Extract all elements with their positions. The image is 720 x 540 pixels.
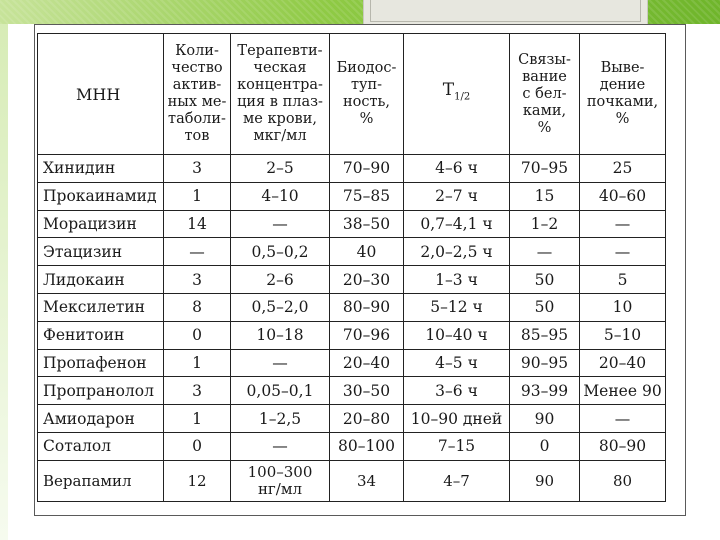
table-row [38, 321, 666, 349]
header-line: с бел- [522, 85, 567, 102]
drug-table [37, 33, 666, 502]
header-line: Выве- [600, 60, 645, 76]
half-life-cell: 4–5 ч [404, 349, 510, 377]
header-line: чество [171, 60, 223, 76]
bioavailability-cell: 38–50 [330, 210, 404, 238]
header-protein-binding [510, 34, 580, 155]
header-line: мкг/мл [253, 128, 307, 144]
drug-name-cell: Лидокаин [38, 266, 164, 294]
header-line: ция в плаз- [237, 94, 323, 110]
header-line: ме крови, [243, 111, 317, 127]
table-row [38, 266, 666, 294]
protein-binding-cell: 93–99 [510, 377, 580, 405]
renal-excretion-cell: 10 [580, 293, 666, 321]
header-line: актив- [172, 77, 222, 93]
concentration-cell: — [231, 432, 330, 460]
concentration-cell: — [231, 210, 330, 238]
table-row [38, 405, 666, 433]
concentration-cell: 2–5 [231, 155, 330, 183]
half-life-cell: 2,0–2,5 ч [404, 238, 510, 266]
metabolites-cell: 0 [164, 321, 231, 349]
table-row [38, 377, 666, 405]
header-line: концентра- [237, 77, 323, 93]
header-line: ческая [253, 60, 307, 76]
half-life-cell: 1–3 ч [404, 266, 510, 294]
metabolites-cell: 3 [164, 377, 231, 405]
bioavailability-cell: 70–90 [330, 155, 404, 183]
header-line: Терапевти- [237, 43, 323, 59]
header-line: ками, [522, 102, 567, 119]
header-metabolites [164, 34, 231, 155]
metabolites-cell: 1 [164, 182, 231, 210]
concentration-cell: 0,05–0,1 [231, 377, 330, 405]
metabolites-cell: 1 [164, 405, 231, 433]
metabolites-cell: 3 [164, 155, 231, 183]
drug-name-cell: Этацизин [38, 238, 164, 266]
table-row [38, 238, 666, 266]
table-row [38, 210, 666, 238]
protein-binding-cell: 70–95 [510, 155, 580, 183]
header-line: дение [599, 77, 646, 93]
header-half-life-sub: 1/2 [454, 91, 471, 103]
table-row [38, 293, 666, 321]
header-concentration [231, 34, 330, 155]
renal-excretion-cell: 5 [580, 266, 666, 294]
header-line: Биодос- [336, 60, 397, 76]
concentration-cell [231, 460, 330, 501]
half-life-cell: 0,7–4,1 ч [404, 210, 510, 238]
drug-name-cell: Мексилетин [38, 293, 164, 321]
concentration-unit: нг/мл [257, 479, 303, 498]
protein-binding-cell: — [510, 238, 580, 266]
bioavailability-cell: 30–50 [330, 377, 404, 405]
half-life-cell: 5–12 ч [404, 293, 510, 321]
drug-name-cell: Фенитоин [38, 321, 164, 349]
renal-excretion-cell: 80 [580, 460, 666, 501]
drug-name-cell: Соталол [38, 432, 164, 460]
renal-excretion-cell: — [580, 210, 666, 238]
renal-excretion-cell: 5–10 [580, 321, 666, 349]
half-life-cell: 7–15 [404, 432, 510, 460]
header-half-life [404, 34, 510, 155]
protein-binding-cell: 0 [510, 432, 580, 460]
renal-excretion-cell: — [580, 405, 666, 433]
drug-name-cell: Хинидин [38, 155, 164, 183]
bioavailability-cell: 80–100 [330, 432, 404, 460]
metabolites-cell: 1 [164, 349, 231, 377]
metabolites-cell: 3 [164, 266, 231, 294]
protein-binding-cell: 90–95 [510, 349, 580, 377]
slide-left-band [0, 24, 8, 540]
header-line: туп- [350, 77, 383, 93]
half-life-cell: 4–6 ч [404, 155, 510, 183]
metabolites-cell: 14 [164, 210, 231, 238]
drug-name-cell: Пропранолол [38, 377, 164, 405]
drug-name-cell: Прокаинамид [38, 182, 164, 210]
bioavailability-cell: 20–40 [330, 349, 404, 377]
concentration-cell: 1–2,5 [231, 405, 330, 433]
half-life-cell: 2–7 ч [404, 182, 510, 210]
header-renal-excretion [580, 34, 666, 155]
bioavailability-cell: 40 [330, 238, 404, 266]
renal-excretion-cell: 25 [580, 155, 666, 183]
half-life-cell: 10–40 ч [404, 321, 510, 349]
bioavailability-cell: 75–85 [330, 182, 404, 210]
concentration-line: 100–300 [247, 462, 313, 481]
bioavailability-cell: 20–80 [330, 405, 404, 433]
table-row [38, 460, 666, 501]
concentration-cell: 10–18 [231, 321, 330, 349]
drug-name-cell: Пропафенон [38, 349, 164, 377]
concentration-cell: 0,5–0,2 [231, 238, 330, 266]
bioavailability-cell: 34 [330, 460, 404, 501]
metabolites-cell: 12 [164, 460, 231, 501]
concentration-cell: — [231, 349, 330, 377]
half-life-cell: 3–6 ч [404, 377, 510, 405]
renal-excretion-cell: Менее 90 [580, 377, 666, 405]
protein-binding-cell: 1–2 [510, 210, 580, 238]
header-line: % [615, 111, 630, 127]
metabolites-cell: 0 [164, 432, 231, 460]
header-line: % [359, 111, 374, 127]
table-row [38, 349, 666, 377]
header-bioavailability [330, 34, 404, 155]
header-line: ных ме- [167, 94, 227, 110]
protein-binding-cell: 85–95 [510, 321, 580, 349]
slide-title-tab [363, 0, 648, 26]
bioavailability-cell: 20–30 [330, 266, 404, 294]
header-line: ность, [342, 94, 391, 110]
concentration-cell: 2–6 [231, 266, 330, 294]
table-row [38, 432, 666, 460]
bioavailability-cell: 70–96 [330, 321, 404, 349]
half-life-cell: 4–7 [404, 460, 510, 501]
protein-binding-cell: 90 [510, 460, 580, 501]
header-line: Коли- [175, 43, 219, 59]
header-line: вание [522, 68, 567, 85]
header-half-life-base: T [442, 80, 455, 101]
half-life-cell: 10–90 дней [404, 405, 510, 433]
drug-name-cell: Амиодарон [38, 405, 164, 433]
renal-excretion-cell: 20–40 [580, 349, 666, 377]
protein-binding-cell: 15 [510, 182, 580, 210]
drug-name-cell: Морацизин [38, 210, 164, 238]
header-line: почками, [586, 94, 659, 110]
header-line: тов [184, 128, 210, 144]
concentration-cell: 0,5–2,0 [231, 293, 330, 321]
header-line: таболи- [168, 111, 226, 127]
bioavailability-cell: 80–90 [330, 293, 404, 321]
renal-excretion-cell: 40–60 [580, 182, 666, 210]
header-line: Связы- [518, 51, 571, 68]
metabolites-cell: 8 [164, 293, 231, 321]
protein-binding-cell: 90 [510, 405, 580, 433]
drug-name-cell: Верапамил [38, 460, 164, 501]
renal-excretion-cell: 80–90 [580, 432, 666, 460]
concentration-cell: 4–10 [231, 182, 330, 210]
protein-binding-cell: 50 [510, 266, 580, 294]
table-row [38, 182, 666, 210]
renal-excretion-cell: — [580, 238, 666, 266]
header-line: % [537, 119, 552, 136]
metabolites-cell: — [164, 238, 231, 266]
table-row [38, 155, 666, 183]
header-row [38, 34, 666, 155]
protein-binding-cell: 50 [510, 293, 580, 321]
header-name: МНН [38, 34, 164, 155]
